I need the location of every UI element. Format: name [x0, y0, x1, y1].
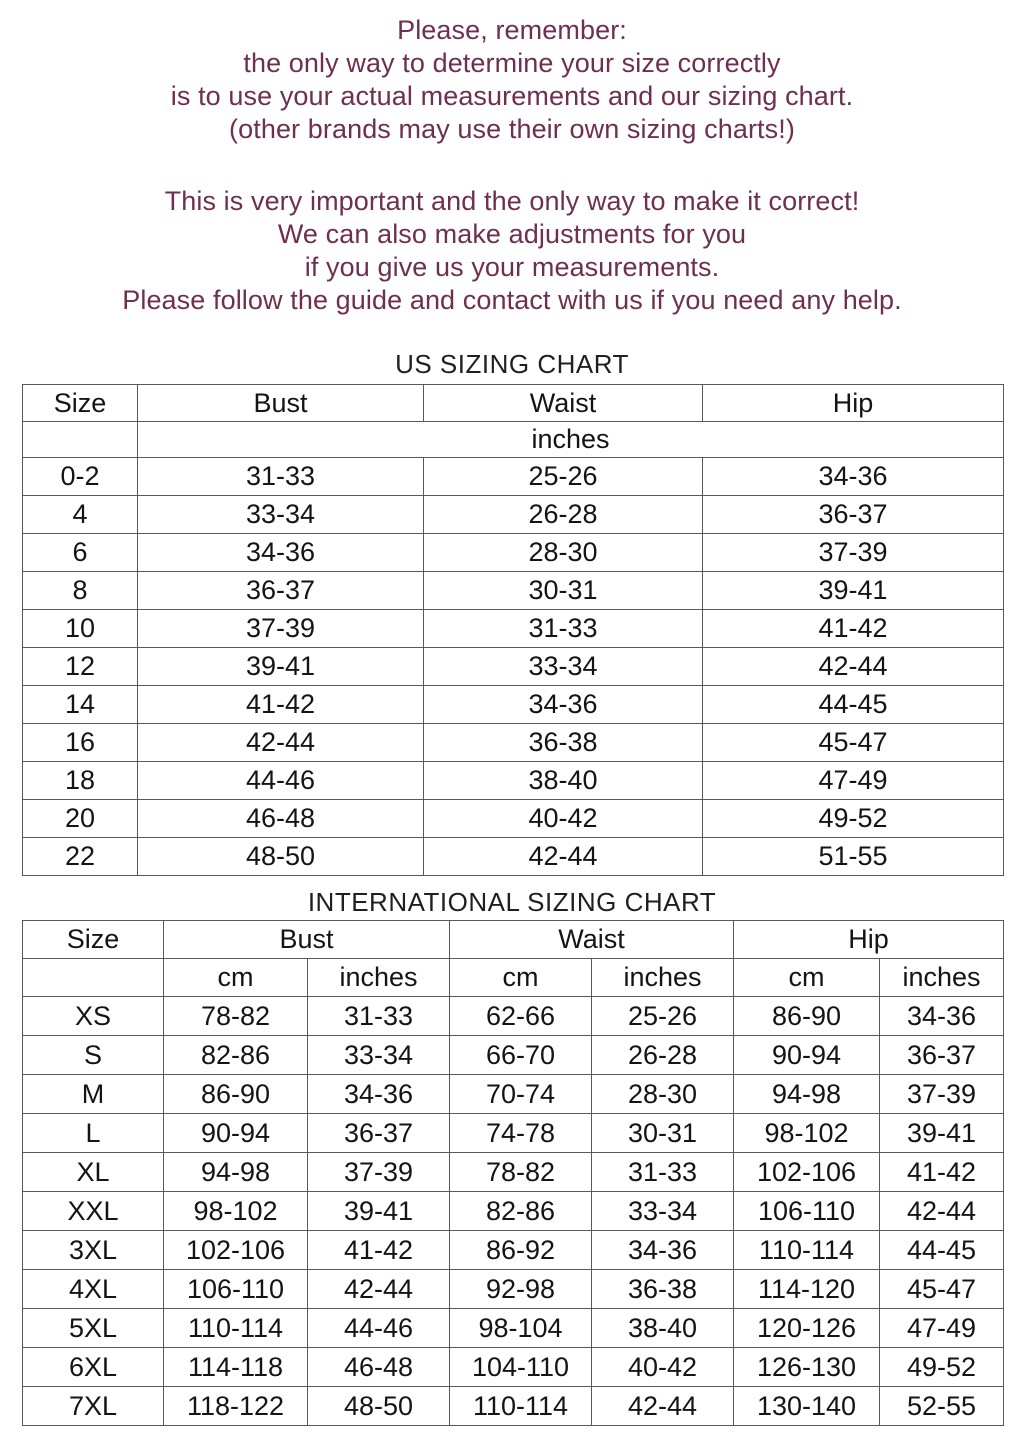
size-cell: 4: [23, 496, 138, 534]
measurement-cell: 130-140: [734, 1387, 880, 1426]
measurement-cell: 90-94: [164, 1114, 308, 1153]
intro-text: [0, 0, 1024, 317]
measurement-cell: 36-38: [592, 1270, 734, 1309]
size-cell: 5XL: [23, 1309, 164, 1348]
unit-label-bust-cm: cm: [164, 959, 308, 997]
measurement-cell: 102-106: [164, 1231, 308, 1270]
measurement-cell: 38-40: [424, 762, 703, 800]
table-row: [23, 648, 1004, 686]
measurement-cell: 39-41: [138, 648, 424, 686]
size-cell: S: [23, 1036, 164, 1075]
unit-label-hip-inches: inches: [880, 959, 1004, 997]
table-row: [23, 1075, 1004, 1114]
table-row: [23, 458, 1004, 496]
measurement-cell: 66-70: [450, 1036, 592, 1075]
measurement-cell: 62-66: [450, 997, 592, 1036]
column-header-bust: Bust: [164, 921, 450, 959]
size-cell: 4XL: [23, 1270, 164, 1309]
size-cell: M: [23, 1075, 164, 1114]
table-row: [23, 1114, 1004, 1153]
measurement-cell: 36-37: [703, 496, 1004, 534]
measurement-cell: 36-37: [308, 1114, 450, 1153]
measurement-cell: 94-98: [164, 1153, 308, 1192]
table-row: [23, 1348, 1004, 1387]
measurement-cell: 44-45: [880, 1231, 1004, 1270]
measurement-cell: 114-118: [164, 1348, 308, 1387]
column-header-size: Size: [23, 921, 164, 959]
measurement-cell: 82-86: [450, 1192, 592, 1231]
measurement-cell: 39-41: [703, 572, 1004, 610]
measurement-cell: 30-31: [592, 1114, 734, 1153]
measurement-cell: 34-36: [138, 534, 424, 572]
measurement-cell: 52-55: [880, 1387, 1004, 1426]
measurement-cell: 41-42: [880, 1153, 1004, 1192]
intl-unit-row: [23, 959, 1004, 997]
column-header-waist: Waist: [424, 385, 703, 422]
measurement-cell: 37-39: [138, 610, 424, 648]
table-row: [23, 610, 1004, 648]
measurement-cell: 34-36: [308, 1075, 450, 1114]
measurement-cell: 34-36: [703, 458, 1004, 496]
measurement-cell: 31-33: [592, 1153, 734, 1192]
unit-label-hip-cm: cm: [734, 959, 880, 997]
measurement-cell: 78-82: [164, 997, 308, 1036]
measurement-cell: 28-30: [424, 534, 703, 572]
intro-line: (other brands may use their own sizing charts!): [229, 114, 795, 144]
measurement-cell: 46-48: [308, 1348, 450, 1387]
size-cell: 6XL: [23, 1348, 164, 1387]
table-row: [23, 1153, 1004, 1192]
measurement-cell: 41-42: [308, 1231, 450, 1270]
measurement-cell: 37-39: [308, 1153, 450, 1192]
size-cell: 0-2: [23, 458, 138, 496]
measurement-cell: 120-126: [734, 1309, 880, 1348]
measurement-cell: 33-34: [424, 648, 703, 686]
measurement-cell: 47-49: [703, 762, 1004, 800]
size-cell: 7XL: [23, 1387, 164, 1426]
measurement-cell: 110-114: [450, 1387, 592, 1426]
us-chart-title: US SIZING CHART: [395, 349, 629, 379]
table-row: [23, 496, 1004, 534]
size-cell: 8: [23, 572, 138, 610]
us-header-row: [23, 385, 1004, 422]
measurement-cell: 40-42: [424, 800, 703, 838]
measurement-cell: 86-92: [450, 1231, 592, 1270]
measurement-cell: 47-49: [880, 1309, 1004, 1348]
measurement-cell: 33-34: [138, 496, 424, 534]
table-row: [23, 1231, 1004, 1270]
intro-line: Please, remember:: [397, 15, 627, 45]
empty-cell: [23, 959, 164, 997]
size-cell: XL: [23, 1153, 164, 1192]
table-row: [23, 572, 1004, 610]
measurement-cell: 28-30: [592, 1075, 734, 1114]
measurement-cell: 104-110: [450, 1348, 592, 1387]
measurement-cell: 48-50: [138, 838, 424, 876]
measurement-cell: 26-28: [424, 496, 703, 534]
intro-line: Please follow the guide and contact with us if you need any help.: [122, 285, 902, 315]
us-unit-row: [23, 422, 1004, 458]
us-sizing-table: [22, 384, 1004, 876]
measurement-cell: 33-34: [592, 1192, 734, 1231]
measurement-cell: 90-94: [734, 1036, 880, 1075]
measurement-cell: 26-28: [592, 1036, 734, 1075]
measurement-cell: 44-46: [308, 1309, 450, 1348]
size-cell: XS: [23, 997, 164, 1036]
empty-cell: [23, 422, 138, 458]
measurement-cell: 42-44: [703, 648, 1004, 686]
size-cell: 3XL: [23, 1231, 164, 1270]
table-row: [23, 1309, 1004, 1348]
measurement-cell: 110-114: [164, 1309, 308, 1348]
size-cell: 14: [23, 686, 138, 724]
unit-label-waist-cm: cm: [450, 959, 592, 997]
table-row: [23, 1036, 1004, 1075]
measurement-cell: 37-39: [703, 534, 1004, 572]
size-cell: 18: [23, 762, 138, 800]
measurement-cell: 36-37: [138, 572, 424, 610]
measurement-cell: 25-26: [592, 997, 734, 1036]
table-row: [23, 724, 1004, 762]
table-row: [23, 838, 1004, 876]
measurement-cell: 98-104: [450, 1309, 592, 1348]
intro-line: is to use your actual measurements and our sizing chart.: [170, 81, 854, 111]
measurement-cell: 42-44: [308, 1270, 450, 1309]
intro-paragraph-1: [0, 14, 1024, 146]
measurement-cell: 44-45: [703, 686, 1004, 724]
intro-line: if you give us your measurements.: [304, 252, 720, 282]
measurement-cell: 38-40: [592, 1309, 734, 1348]
measurement-cell: 34-36: [424, 686, 703, 724]
intro-line: the only way to determine your size correctly: [243, 48, 781, 78]
measurement-cell: 36-38: [424, 724, 703, 762]
measurement-cell: 82-86: [164, 1036, 308, 1075]
column-header-hip: Hip: [734, 921, 1004, 959]
size-cell: 6: [23, 534, 138, 572]
measurement-cell: 45-47: [703, 724, 1004, 762]
measurement-cell: 39-41: [308, 1192, 450, 1231]
measurement-cell: 86-90: [164, 1075, 308, 1114]
size-cell: 22: [23, 838, 138, 876]
measurement-cell: 110-114: [734, 1231, 880, 1270]
measurement-cell: 25-26: [424, 458, 703, 496]
measurement-cell: 30-31: [424, 572, 703, 610]
intl-header-row: [23, 921, 1004, 959]
measurement-cell: 49-52: [880, 1348, 1004, 1387]
size-cell: L: [23, 1114, 164, 1153]
measurement-cell: 40-42: [592, 1348, 734, 1387]
table-row: [23, 997, 1004, 1036]
table-row: [23, 762, 1004, 800]
measurement-cell: 78-82: [450, 1153, 592, 1192]
measurement-cell: 34-36: [880, 997, 1004, 1036]
measurement-cell: 92-98: [450, 1270, 592, 1309]
measurement-cell: 31-33: [138, 458, 424, 496]
measurement-cell: 41-42: [138, 686, 424, 724]
measurement-cell: 102-106: [734, 1153, 880, 1192]
international-chart-title: INTERNATIONAL SIZING CHART: [307, 887, 717, 917]
measurement-cell: 44-46: [138, 762, 424, 800]
measurement-cell: 86-90: [734, 997, 880, 1036]
measurement-cell: 36-37: [880, 1036, 1004, 1075]
measurement-cell: 74-78: [450, 1114, 592, 1153]
size-cell: 12: [23, 648, 138, 686]
table-row: [23, 800, 1004, 838]
measurement-cell: 31-33: [424, 610, 703, 648]
measurement-cell: 70-74: [450, 1075, 592, 1114]
table-row: [23, 1192, 1004, 1231]
measurement-cell: 94-98: [734, 1075, 880, 1114]
intro-line: We can also make adjustments for you: [277, 219, 747, 249]
measurement-cell: 114-120: [734, 1270, 880, 1309]
measurement-cell: 126-130: [734, 1348, 880, 1387]
measurement-cell: 118-122: [164, 1387, 308, 1426]
measurement-cell: 42-44: [424, 838, 703, 876]
table-row: [23, 1387, 1004, 1426]
measurement-cell: 42-44: [592, 1387, 734, 1426]
measurement-cell: 46-48: [138, 800, 424, 838]
intro-paragraph-2: [0, 185, 1024, 317]
measurement-cell: 33-34: [308, 1036, 450, 1075]
measurement-cell: 98-102: [734, 1114, 880, 1153]
measurement-cell: 106-110: [164, 1270, 308, 1309]
measurement-cell: 37-39: [880, 1075, 1004, 1114]
measurement-cell: 41-42: [703, 610, 1004, 648]
international-sizing-table: [22, 920, 1004, 1426]
measurement-cell: 31-33: [308, 997, 450, 1036]
measurement-cell: 42-44: [880, 1192, 1004, 1231]
column-header-size: Size: [23, 385, 138, 422]
table-row: [23, 534, 1004, 572]
measurement-cell: 98-102: [164, 1192, 308, 1231]
size-cell: 20: [23, 800, 138, 838]
unit-label-inches: inches: [138, 422, 1004, 458]
measurement-cell: 39-41: [880, 1114, 1004, 1153]
measurement-cell: 45-47: [880, 1270, 1004, 1309]
measurement-cell: 34-36: [592, 1231, 734, 1270]
size-cell: XXL: [23, 1192, 164, 1231]
measurement-cell: 49-52: [703, 800, 1004, 838]
unit-label-bust-inches: inches: [308, 959, 450, 997]
table-row: [23, 1270, 1004, 1309]
unit-label-waist-inches: inches: [592, 959, 734, 997]
measurement-cell: 48-50: [308, 1387, 450, 1426]
column-header-waist: Waist: [450, 921, 734, 959]
measurement-cell: 51-55: [703, 838, 1004, 876]
intro-line: This is very important and the only way to make it correct!: [164, 186, 860, 216]
measurement-cell: 42-44: [138, 724, 424, 762]
size-cell: 10: [23, 610, 138, 648]
measurement-cell: 106-110: [734, 1192, 880, 1231]
size-cell: 16: [23, 724, 138, 762]
column-header-bust: Bust: [138, 385, 424, 422]
table-row: [23, 686, 1004, 724]
column-header-hip: Hip: [703, 385, 1004, 422]
